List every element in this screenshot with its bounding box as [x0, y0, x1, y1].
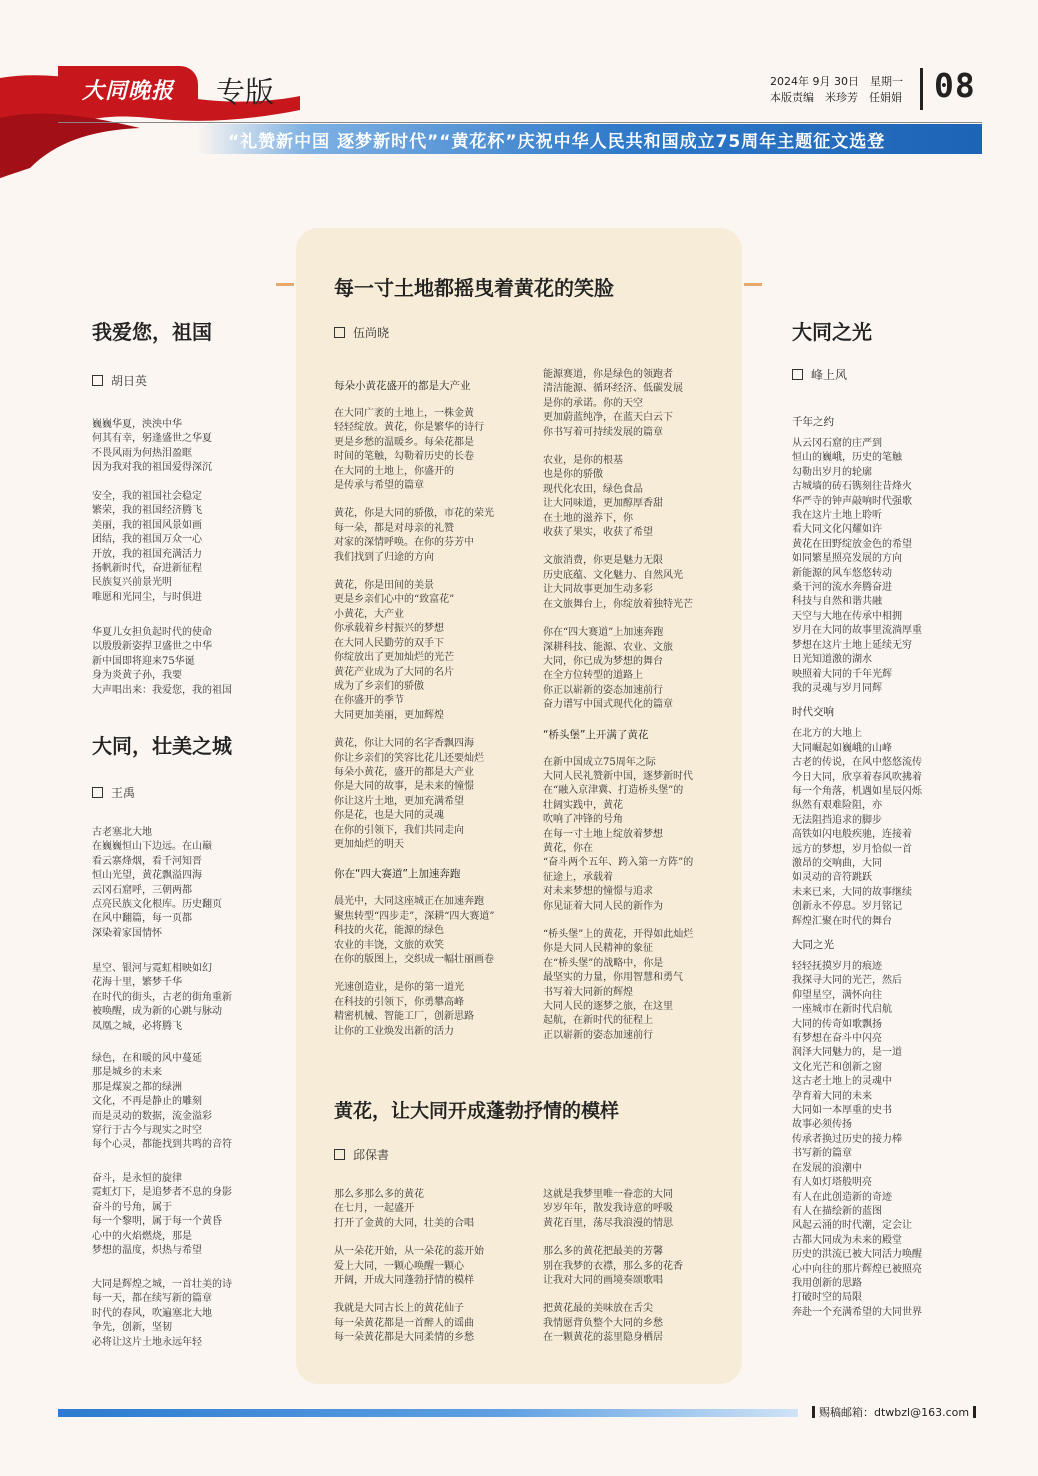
poem-stanza: 你在“四大赛道”上加速奔跑 深耕科技、能源、农业、文旅 大同，你已成为梦想的舞台 在全方位转型的道路上 你正以崭新的姿态加速前行 奋力谱写中国式现代化的篇章: [543, 627, 673, 711]
author-name: 峰上风: [811, 368, 848, 382]
author-name: 胡日英: [111, 374, 148, 388]
author-name: 邱保書: [353, 1148, 390, 1162]
poem-subheading: “桥头堡”上开满了黄花: [543, 728, 649, 741]
poem-subheading: 你在“四大赛道”上加速奔跑: [334, 868, 461, 881]
poem-subheading: 每朵小黄花盛开的都是大产业: [334, 380, 471, 392]
author-name: 王禹: [111, 786, 136, 800]
poem-stanza: 黄花，你让大同的名字香飘四海 你让乡亲们的笑容比花儿还要灿烂 每朵小黄花，盛开的都是大产业 你是大同的故事，是未来的憧憬 你让这片土地，更加充满希望 你是花，也是大同的灵魂 在你的引领下，我们共同走向 更加灿烂的明天: [334, 738, 484, 850]
byline-box-icon: [334, 1149, 345, 1160]
article-title: 每一寸土地都摇曳着黄花的笑脸: [334, 276, 614, 300]
newspaper-logo: 大同晚报: [58, 66, 198, 116]
title-dash-right: [744, 283, 762, 286]
article-byline: [334, 1146, 389, 1163]
submission-email: [808, 1404, 980, 1420]
article-byline: [792, 366, 847, 383]
byline-box-icon: [92, 787, 103, 798]
page-number-divider: [920, 68, 923, 110]
article-title: 大同，壮美之城: [92, 734, 232, 758]
article-title: 黄花，让大同开成蓬勃抒情的模样: [334, 1100, 620, 1122]
poem-stanza: 黄花，你是大同的骄傲，市花的荣光 每一朵，都是对母亲的礼赞 对家的深情呼唤。在你的芬芳中 我们找到了归途的方向: [334, 508, 494, 563]
article-title: 大同之光: [792, 320, 872, 344]
poem-stanza: 大同是辉煌之城，一首壮美的诗 每一天，都在续写新的篇章 时代的春风，吹遍塞北大地 争先，创新，坚韧 必将让这片土地永远年轻: [92, 1279, 232, 1348]
article-column: [792, 414, 972, 1320]
article-byline: [92, 372, 147, 389]
editor-credits: 本版责编 米珍芳 任娟娟: [770, 91, 902, 104]
poem-stanza: “桥头堡”上的黄花，开得如此灿烂 你是大同人民精神的象征 在“桥头堡”的战略中，你是 最坚实的力量，你用智慧和勇气 书写着大同新的辉煌 大同人民的逐梦之旅，在这里 起航，在新时代的征程上 正以崭新的姿态加速前行: [543, 929, 694, 1041]
poem-stanza: 那么多的黄花把最美的芳馨 别在我梦的衣襟，那么多的花香 让我对大同的画境奏颂歌唱: [543, 1246, 683, 1287]
article-byline: [92, 784, 135, 801]
byline-box-icon: [92, 375, 103, 386]
poem-subheading: 时代交响: [792, 706, 834, 719]
issue-date: 2024年 9月 30日 星期一: [770, 75, 903, 88]
poem-stanza: 文旅消费，你更是魅力无限 历史底蕴、文化魅力、自然风光 让大同故事更加生动多彩 在文旅舞台上，你绽放着独特光芒: [543, 555, 693, 610]
poem-stanza: 光速创造业，是你的第一道光 在科技的引领下，你勇攀高峰 精密机械、智能工厂，创新思路 让你的工业焕发出新的活力: [334, 982, 474, 1037]
poem-stanza: 那么多那么多的黄花 在七月，一起盛开 打开了金黄的大同，壮美的合唱: [334, 1189, 474, 1229]
poem-stanza: 古老塞北大地 在巍巍恒山下边远。在山巅 看云寨烽烟，看千河知晋 恒山光望，黄花飘溢四海 云冈石窟呼，三朝两都 点亮民族文化根库。历史翻页 在风中翻篇，每一页都 深染着家国情怀: [92, 827, 222, 939]
footer-divider: [973, 1406, 976, 1418]
poem-stanza: 在大同广袤的土地上，一株金黄 轻轻绽放。黄花，你是繁华的诗行 更是乡愁的温暖乡。每朵花都是 时间的笔触，勾勒着历史的长卷 在大同的土地上，你盛开的 是传承与希望的篇章: [334, 408, 484, 492]
poem-stanza: 轻轻抚摸岁月的痕迹 我探寻大同的光芒，然后 仰望星空，满怀向往 一座城市在新时代启航 大同的传奇如歌飘扬 有梦想在奋斗中闪亮 润泽大同魅力的，是一道 文化光芒和创新之窗 这古老土地上的灵魂中 孕育着大同的未来 大同如一本厚重的史书 故事必须传扬 传承者换过历史的接力棒 书写新的篇章 在发展的浪潮中 有人如灯塔般明亮 有人在此创造新的奇迹 有人在描绘新的蓝图 风起云涌的时代潮，定会让 古都大同成为未来的殿堂 历史的洪流已被大同活力唤醒 心中向往的那片辉煌已被照亮 我用创新的思路 打破时空的局限 奔赴一个充满希望的大同世界: [792, 961, 922, 1318]
poem-stanza: 农业，是你的根基 也是你的骄傲 现代化农田，绿色食品 让大同味道，更加醇厚香甜 在土地的滋养下，你 收获了果实，收获了希望: [543, 455, 663, 539]
poem-stanza: 绿色，在和暖的风中蔓延 那是城乡的未来 那是煤炭之都的绿洲 文化，不再是静止的雕刻 而是灵动的数据，流金溢彩 穿行于古今与现实之时空 每个心灵，都能找到共鸣的音符: [92, 1053, 232, 1151]
poem-stanza: 我就是大同古长上的黄花仙子 每一朵黄花都是一首醉人的谣曲 每一朵黄花都是大同柔情的乡愁: [334, 1303, 474, 1344]
poem-stanza: 从云冈石窟的庄严到 恒山的巍峨，历史的笔触 勾勒出岁月的轮廓 古城墙的砖石镌刻往昔烽火 华严寺的钟声敲响时代强歌 我在这片土地上聆听 看大同文化闪耀如许 黄花在田野绽放金色的希望 如同繁星照亮发展的方向 新能源的风车悠悠转动 桑干河的流水奔腾奋进 科技与自然和谐共融 天空与大地在传承中相拥 岁月在大同的故事里流淌厚重 梦想在这片土地上延续无穷 日光知道激的湖水 映照着大同的千年光辉 我的灵魂与岁月同辉: [792, 438, 922, 694]
poem-subheading: 千年之约: [792, 416, 834, 428]
article-title: 我爱您，祖国: [92, 320, 212, 344]
poem-stanza: 从一朵花开始，从一朵花的蕊开始 爱上大同，一颗心唤醒一颗心 开阔，开成大同蓬勃抒情的模样: [334, 1246, 484, 1287]
byline-box-icon: [792, 369, 803, 380]
page-number: 08: [934, 66, 976, 105]
article-column: [543, 368, 733, 1043]
poem-stanza: 在新中国成立75周年之际 大同人民礼赞新中国，逐梦新时代 在“融入京津冀、打造桥头堡”的 壮阔实践中，黄花 吹响了冲锋的号角 在每一寸土地上绽放着梦想 黄花，你在 “奋斗两个五年、跨入第一方阵”的 征途上，承载着 对未来梦想的憧憬与追求 你见证着大同人民的新作为: [543, 756, 694, 912]
footer-bar: [58, 1409, 798, 1417]
article-byline: [334, 324, 389, 341]
poem-stanza: 奋斗，是永恒的旋律 霓虹灯下，是追梦者不息的身影 奋斗的号角，属于 每一个黎明，属于每一个黄昏 心中的火焰燃烧，那是 梦想的温度，炽热与希望: [92, 1173, 232, 1257]
article-column: [334, 378, 534, 1039]
page-header: [0, 0, 1038, 160]
footer-divider: [812, 1406, 815, 1418]
poem-subheading: 大同之光: [792, 939, 834, 951]
title-dash-left: [276, 283, 294, 286]
poem-stanza: 这就是我梦里唯一眷恋的大同 岁岁年年，散发我诗意的呼吸 黄花百里，荡尽我浪漫的情思: [543, 1189, 673, 1229]
author-name: 伍尚晓: [353, 326, 390, 340]
byline-box-icon: [334, 327, 345, 338]
poem-stanza: 黄花，你是田间的美景 更是乡亲们心中的“致富花” 小黄花，大产业 你承载着乡村振兴的梦想 在大同人民勤劳的双手下 你绽放出了更加灿烂的光芒 黄花产业成为了大同的名片 成为了乡亲们的骄傲 在你盛开的季节 大同更加美丽，更加辉煌: [334, 580, 455, 721]
section-title: 专版: [216, 75, 275, 109]
poem-stanza: 能源赛道，你是绿色的领跑者 清洁能源、循环经济、低碳发展 是你的承诺。你的天空 更加蔚蓝纯净，在蓝天白云下 你书写着可持续发展的篇章: [543, 369, 683, 438]
poem-stanza: 华夏儿女担负起时代的使命 以殷殷新姿捍卫盛世之中华 新中国即将迎来75华诞 身为炎黄子孙，我要 大声唱出来：我爱您，我的祖国: [92, 627, 232, 696]
article-column: [334, 1188, 534, 1346]
poem-stanza: 把黄花最的美味放在舌尖 我情愿背负整个大同的乡愁 在一颗黄花的蕊里隐身栖居: [543, 1303, 663, 1344]
poem-stanza: 巍巍华夏，泱泱中华 何其有幸，躬逢盛世之华夏 不畏风雨为何热泪盈眶 因为我对我的祖国爱得深沉: [92, 419, 212, 474]
header-rule: [58, 122, 982, 123]
poem-stanza: 在北方的大地上 大同崛起如巍峨的山峰 古老的传说，在风中悠悠流传 今日大同，欣享着春风吹拂着 每一个角落，机遇如星辰闪烁 纵然有艰难险阻，亦 无法阻挡追求的脚步 高铁如闪电般疾驰，连接着 远方的梦想，岁月恰似一首 激昂的交响曲，大同 如灵动的音符跳跃 未来已来，大同的故事继续 创新永不停息。岁月铭记 辉煌汇聚在时代的舞台: [792, 728, 922, 927]
submission-email-text: 赐稿邮箱：dtwbzl@163.com: [819, 1406, 970, 1419]
poem-stanza: 安全，我的祖国社会稳定 繁荣，我的祖国经济腾飞 美丽，我的祖国风景如画 团结，我的祖国万众一心 开放，我的祖国充满活力 扬帆新时代，奋进新征程 民族复兴前景光明 唯愿和光同尘，与时俱进: [92, 491, 202, 603]
article-column: [543, 1188, 733, 1346]
poem-stanza: 星空、银河与霓虹相映如幻 花海十里，繁梦千华 在时代的街头，古老的街角重新 被唤醒，成为新的心跳与脉动 凤凰之城，必将腾飞: [92, 963, 232, 1032]
poem-stanza: 晨光中，大同这座城正在加速奔跑 聚焦转型“四步走”，深耕“四大赛道” 科技的火花，能源的绿色 农业的丰饶，文旅的欢笑 在你的版图上，交织成一幅壮丽画卷: [334, 896, 495, 965]
topic-banner-text: “礼赞新中国 逐梦新时代”“黄花杯”庆祝中华人民共和国成立75周年主题征文选登: [228, 132, 886, 152]
